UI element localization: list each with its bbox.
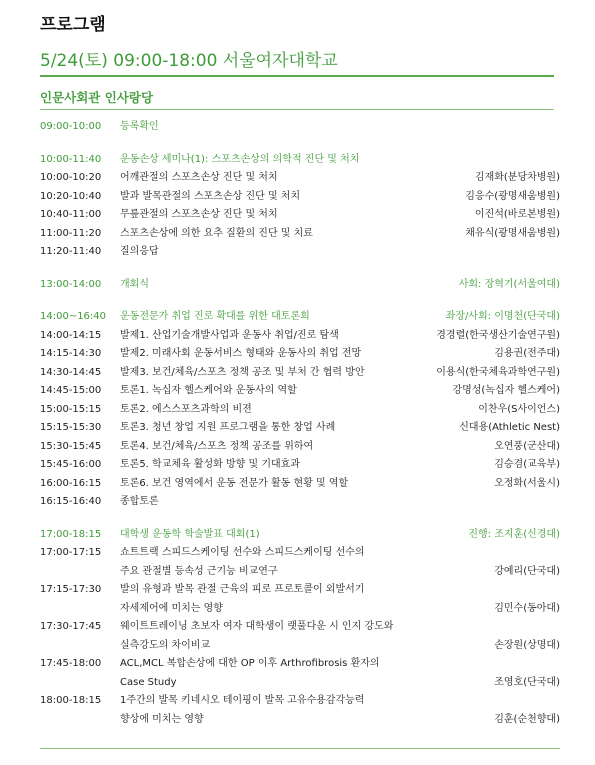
- row-title: 질의응답: [120, 246, 159, 257]
- footer-divider: [40, 748, 560, 749]
- row-time: 13:00-14:00: [40, 278, 102, 290]
- row-time: 10:20-10:40: [40, 190, 102, 202]
- row-title: 대학생 운동학 학술발표 대회(1): [120, 528, 260, 540]
- row-time: 16:00-16:15: [40, 477, 102, 489]
- row-time: 09:00-10:00: [40, 121, 102, 132]
- row-speaker: 손장원(상명대): [494, 639, 560, 651]
- row-title: 발제2. 미래사회 운동서비스 형태와 운동사의 취업 전망: [120, 348, 362, 359]
- row-time: 16:15-16:40: [40, 496, 102, 507]
- row-speaker: 김훈(순천향대): [494, 713, 560, 725]
- row-title: 무릎관절의 스포츠손상 진단 및 처치: [120, 209, 278, 220]
- row-title: 토론6. 보건 영역에서 운동 전문가 활동 현황 및 역할: [120, 477, 349, 489]
- schedule-row: [40, 618, 560, 637]
- row-title: ACL,MCL 복합손상에 대한 OP 이후 Arthrofibrosis 환자의: [120, 658, 380, 669]
- row-title: 발제3. 보건/체육/스포츠 정책 공조 및 부처 간 협력 방안: [120, 366, 365, 378]
- row-title: 토론1. 녹십자 헬스케어와 운동사의 역할: [120, 385, 297, 396]
- row-title: 향상에 미치는 영향: [120, 713, 204, 725]
- row-speaker: 김용권(전주대): [494, 348, 560, 359]
- row-title: 자세제어에 미치는 영향: [120, 602, 223, 614]
- schedule-row: [40, 674, 560, 693]
- row-title: 어깨관절의 스포츠손상 진단 및 처치: [120, 172, 278, 183]
- row-time: [40, 600, 120, 619]
- row-speaker: 김재화(분당차병원): [474, 172, 560, 183]
- row-speaker: 신대용(Athletic Nest): [459, 422, 560, 433]
- schedule-row: [40, 600, 560, 619]
- schedule-row: [40, 456, 560, 475]
- row-speaker: 좌장/사회: 이명천(단국대): [445, 311, 560, 322]
- schedule-section: [40, 276, 560, 295]
- schedule-row: [40, 475, 560, 494]
- row-speaker: 오정화(서울시): [494, 477, 560, 489]
- schedule-row: [40, 563, 560, 582]
- schedule-row: [40, 493, 560, 512]
- page-title: 프로그램: [40, 15, 106, 35]
- schedule-section: [40, 308, 560, 512]
- row-time: 11:20-11:40: [40, 246, 102, 257]
- row-speaker: 이찬우(S사이언스): [478, 403, 560, 415]
- row-speaker: 오연풍(군산대): [494, 440, 560, 452]
- row-time: 14:30-14:45: [40, 366, 102, 378]
- row-title: 토론2. 에스스포츠과학의 비젼: [120, 403, 252, 415]
- schedule-row: [40, 581, 560, 600]
- row-time: 11:00-11:20: [40, 227, 102, 239]
- row-speaker: 조영호(단국대): [494, 676, 560, 688]
- venue-divider: [40, 109, 554, 110]
- schedule-row: [40, 364, 560, 383]
- schedule-row: [40, 438, 560, 457]
- row-time: 14:00-14:15: [40, 329, 102, 341]
- row-time: 17:00-17:15: [40, 547, 102, 558]
- row-time: 17:45-18:00: [40, 658, 102, 669]
- schedule-row: [40, 382, 560, 401]
- row-title: 발제1. 산업기술개발사업과 운동사 취업/진로 탐색: [120, 329, 339, 341]
- row-title: Case Study: [120, 676, 177, 688]
- row-title: 개회식: [120, 278, 149, 290]
- row-title: 쇼트트랙 스피드스케이팅 선수와 스피드스케이팅 선수의: [120, 547, 365, 558]
- row-speaker: 채유식(광명새움병원): [465, 227, 560, 239]
- row-title: 발과 발목관절의 스포츠손상 진단 및 처치: [120, 190, 301, 202]
- schedule-row: [40, 637, 560, 656]
- schedule-list: [40, 118, 560, 743]
- row-speaker: 이진석(바로본병원): [474, 209, 560, 220]
- event-date-location: 5/24(토) 09:00-18:00 서울여자대학교: [40, 51, 338, 71]
- schedule-section: [40, 118, 560, 137]
- row-speaker: 강예리(단국대): [494, 565, 560, 577]
- row-speaker: 진행: 조지훈(신경대): [468, 528, 560, 540]
- schedule-section: [40, 151, 560, 262]
- row-speaker: 경경렬(한국생산기술연구원): [436, 329, 560, 341]
- row-time: 17:00-18:15: [40, 528, 102, 540]
- row-title: 등록확인: [120, 121, 159, 132]
- row-title: 종합토론: [120, 496, 159, 507]
- row-title: 토론5. 학교체육 활성화 방향 및 기대효과: [120, 459, 300, 470]
- row-title: 웨이트트레이닝 초보자 여자 대학생이 랫풀다운 시 인지 강도와: [120, 621, 394, 632]
- row-speaker: 사회: 장혁기(서울여대): [458, 278, 560, 290]
- row-time: [40, 637, 120, 656]
- row-title: 주요 관절별 등속성 근기능 비교연구: [120, 565, 278, 577]
- schedule-row: [40, 243, 560, 262]
- row-title: 1주간의 발목 키네시오 테이핑이 발목 고유수용감각능력: [120, 695, 365, 706]
- row-time: 10:00-10:20: [40, 172, 102, 183]
- row-time: 15:45-16:00: [40, 459, 102, 470]
- schedule-row: [40, 169, 560, 188]
- schedule-row: [40, 692, 560, 711]
- session-header-row: [40, 526, 560, 545]
- venue-name: 인문사회관 인사랑당: [40, 90, 154, 105]
- header-divider: [40, 75, 554, 77]
- schedule-row: [40, 419, 560, 438]
- row-title: 토론4. 보건/체육/스포츠 정책 공조를 위하여: [120, 440, 314, 452]
- schedule-row: [40, 188, 560, 207]
- session-header-row: [40, 276, 560, 295]
- schedule-row: [40, 401, 560, 420]
- row-speaker: 강명성(녹십자 헬스케어): [452, 385, 560, 396]
- row-title: 운동손상 세미나(1): 스포츠손상의 의학적 진단 및 처치: [120, 153, 360, 165]
- row-speaker: 김민수(동아대): [494, 602, 560, 614]
- schedule-row: [40, 655, 560, 674]
- row-speaker: 이용식(한국체육과학연구원): [436, 366, 560, 378]
- row-speaker: 김응수(광명새움병원): [465, 190, 560, 202]
- session-header-row: [40, 118, 560, 137]
- schedule-row: [40, 225, 560, 244]
- row-time: 14:15-14:30: [40, 348, 102, 359]
- row-title: 토론3. 청년 창업 지원 프로그램을 통한 창업 사례: [120, 422, 336, 433]
- schedule-row: [40, 711, 560, 730]
- row-title: 스포츠손상에 의한 요추 질환의 진단 및 치료: [120, 227, 313, 239]
- row-time: 17:30-17:45: [40, 621, 102, 632]
- row-time: 15:00-15:15: [40, 403, 102, 415]
- schedule-section: [40, 526, 560, 730]
- row-speaker: 김승겸(교육부): [494, 459, 560, 470]
- row-time: [40, 563, 120, 582]
- schedule-row: [40, 345, 560, 364]
- session-header-row: [40, 151, 560, 170]
- session-header-row: [40, 308, 560, 327]
- row-time: 15:15-15:30: [40, 422, 102, 433]
- row-time: [40, 711, 120, 730]
- row-title: 운동전문가 취업 진로 확대를 위한 대토론회: [120, 311, 310, 322]
- schedule-row: [40, 327, 560, 346]
- schedule-row: [40, 544, 560, 563]
- row-time: [40, 674, 120, 693]
- row-time: 18:00-18:15: [40, 695, 102, 706]
- row-time: 10:40-11:00: [40, 209, 102, 220]
- schedule-row: [40, 206, 560, 225]
- row-time: 14:00~16:40: [40, 311, 107, 322]
- row-time: 17:15-17:30: [40, 584, 102, 595]
- row-time: 10:00-11:40: [40, 153, 102, 165]
- row-time: 15:30-15:45: [40, 440, 102, 452]
- row-time: 14:45-15:00: [40, 385, 102, 396]
- row-title: 발의 유형과 발목 관절 근육의 피로 프로토콜이 외발서기: [120, 584, 365, 595]
- row-title: 실측강도의 차이비교: [120, 639, 211, 651]
